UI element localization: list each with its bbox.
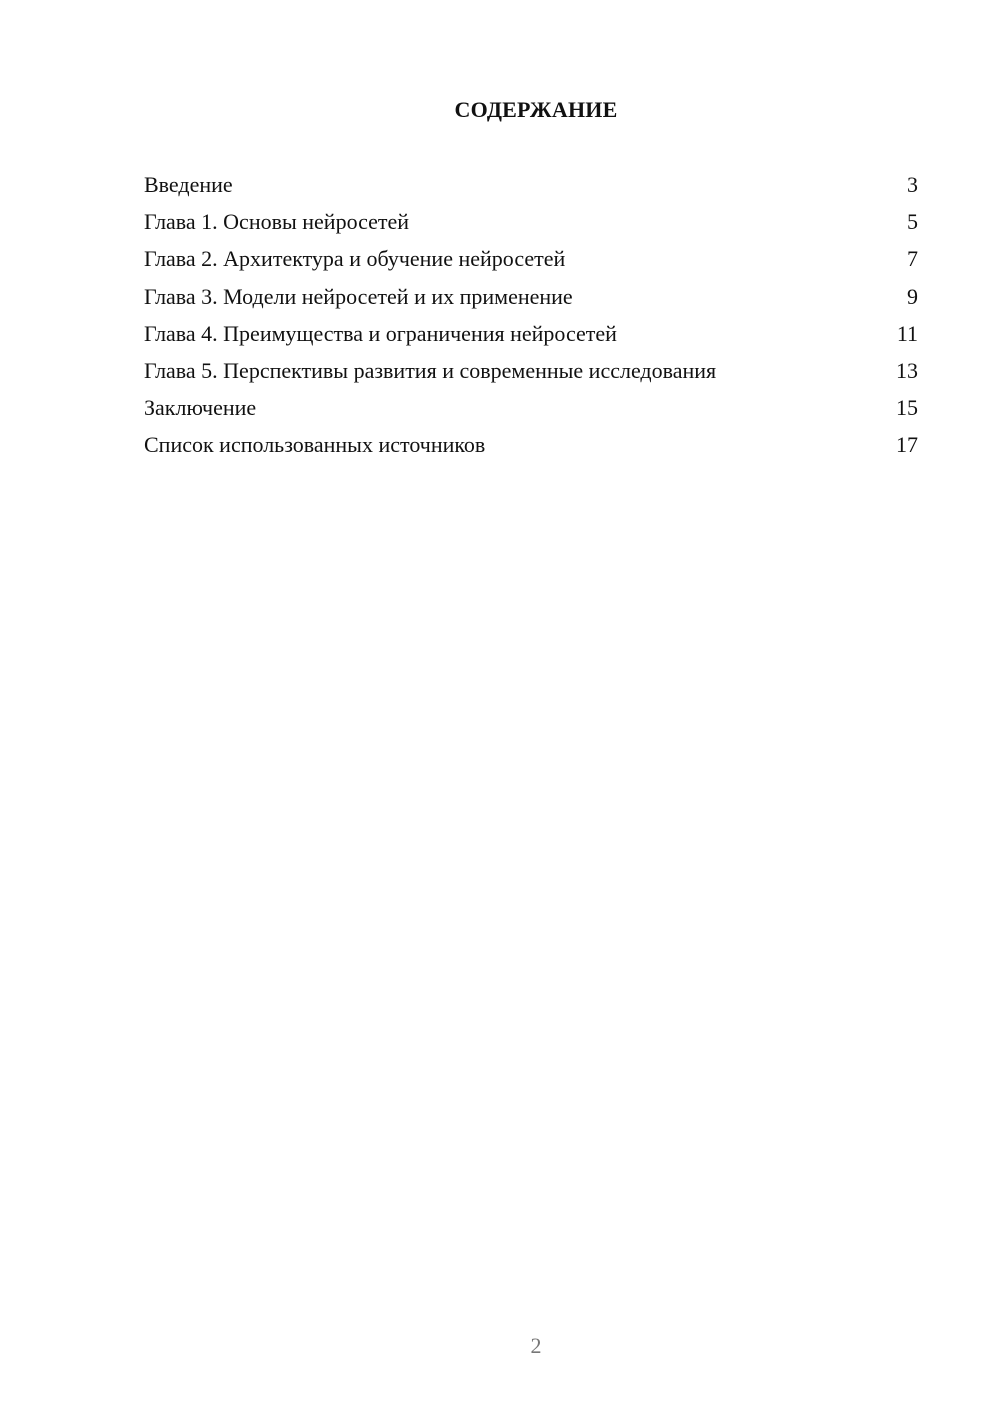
toc-entry-label: Введение	[144, 172, 233, 197]
toc-entry-page: 3	[907, 172, 918, 197]
toc-entry-chapter-2	[144, 240, 918, 277]
toc-entry-label: Глава 3. Модели нейросетей и их применение	[144, 283, 573, 309]
toc-entry-page: 9	[907, 283, 918, 309]
toc-entry-chapter-1	[144, 203, 918, 240]
toc-entry-label: Глава 1. Основы нейросетей	[144, 209, 410, 235]
toc-entry-page: 7	[907, 246, 918, 272]
toc-entry-label: Глава 5. Перспективы развития и современные исследования	[144, 357, 717, 383]
toc-entry-label: Глава 2. Архитектура и обучение нейросетей	[144, 246, 566, 272]
toc-entry-references	[144, 426, 918, 463]
toc-entry-page: 13	[896, 357, 918, 383]
toc-entry-label: Заключение	[144, 395, 257, 421]
toc-entry-page: 11	[896, 320, 918, 346]
toc-title: СОДЕРЖАНИЕ	[454, 97, 618, 122]
toc-entry-label: Список использованных источников	[144, 432, 486, 458]
toc-entry-chapter-4	[144, 315, 918, 352]
toc-entry-page: 5	[907, 209, 918, 235]
toc-entry-conclusion	[144, 389, 918, 426]
toc-entry-introduction	[144, 166, 918, 203]
toc-entry-chapter-3	[144, 278, 918, 315]
toc-entry-page: 17	[896, 432, 918, 458]
toc-entry-page: 15	[896, 395, 918, 421]
toc-entry-chapter-5	[144, 352, 918, 389]
table-of-contents	[144, 166, 918, 464]
page-number: 2	[530, 1333, 542, 1358]
toc-entry-label: Глава 4. Преимущества и ограничения нейросетей	[144, 320, 617, 346]
